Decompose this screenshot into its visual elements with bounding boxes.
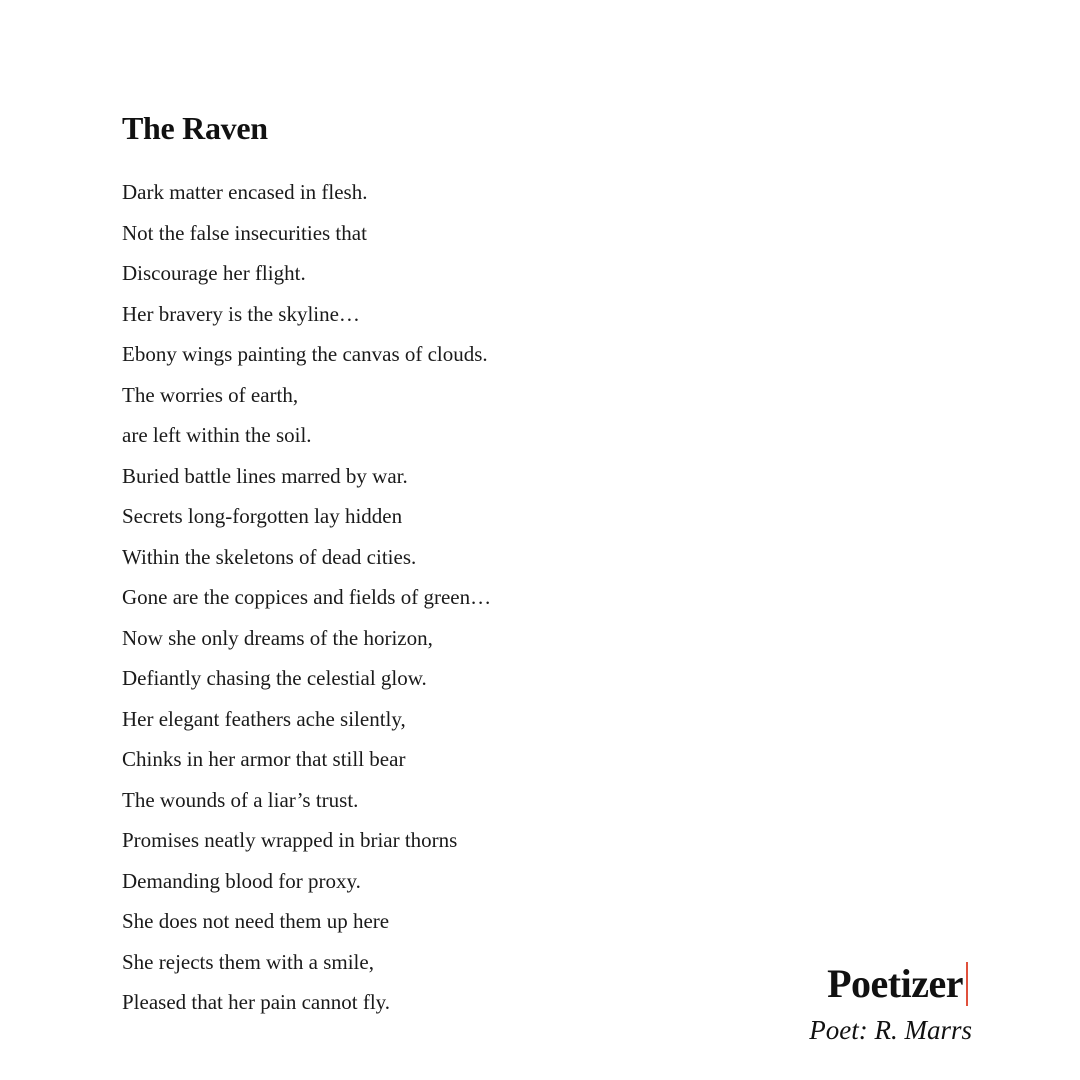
poem-line: Discourage her flight. <box>122 261 306 285</box>
poem-line: The wounds of a liar’s trust. <box>122 787 359 812</box>
poem-line: Buried battle lines marred by war. <box>122 463 408 488</box>
poem-line: Dark matter encased in flesh. <box>122 180 368 204</box>
poem-line: The worries of earth, <box>122 382 299 407</box>
poem-line: Her elegant feathers ache silently, <box>122 706 406 731</box>
poem-line: Now she only dreams of the horizon, <box>122 625 433 650</box>
poem-line: Chinks in her armor that still bear <box>122 747 406 771</box>
poem-line: Defiantly chasing the celestial glow. <box>122 666 427 690</box>
poem-line: She rejects them with a smile, <box>122 949 374 974</box>
brand-logo <box>827 960 968 1008</box>
poem-line: Her bravery is the skyline… <box>122 301 360 326</box>
poet-credit: Poet: R. Marrs <box>809 1015 972 1045</box>
cursor-bar-icon <box>966 962 968 1006</box>
poem-body <box>122 172 491 1023</box>
poem-line: Within the skeletons of dead cities. <box>122 544 417 569</box>
brand-name: Poetizer <box>827 961 963 1006</box>
poem-line: Pleased that her pain cannot fly. <box>122 990 391 1014</box>
poem-line: Ebony wings painting the canvas of clouds. <box>122 342 488 366</box>
poem-line: Promises neatly wrapped in briar thorns <box>122 828 458 852</box>
poem-line: Demanding blood for proxy. <box>122 868 361 893</box>
poem-title: The Raven <box>122 110 268 146</box>
poem-line: are left within the soil. <box>122 423 312 447</box>
poem-line: Gone are the coppices and fields of green… <box>122 585 492 609</box>
poem-line: Secrets long-forgotten lay hidden <box>122 504 403 528</box>
poem-line: She does not need them up here <box>122 909 390 933</box>
poem-line: Not the false insecurities that <box>122 220 367 245</box>
